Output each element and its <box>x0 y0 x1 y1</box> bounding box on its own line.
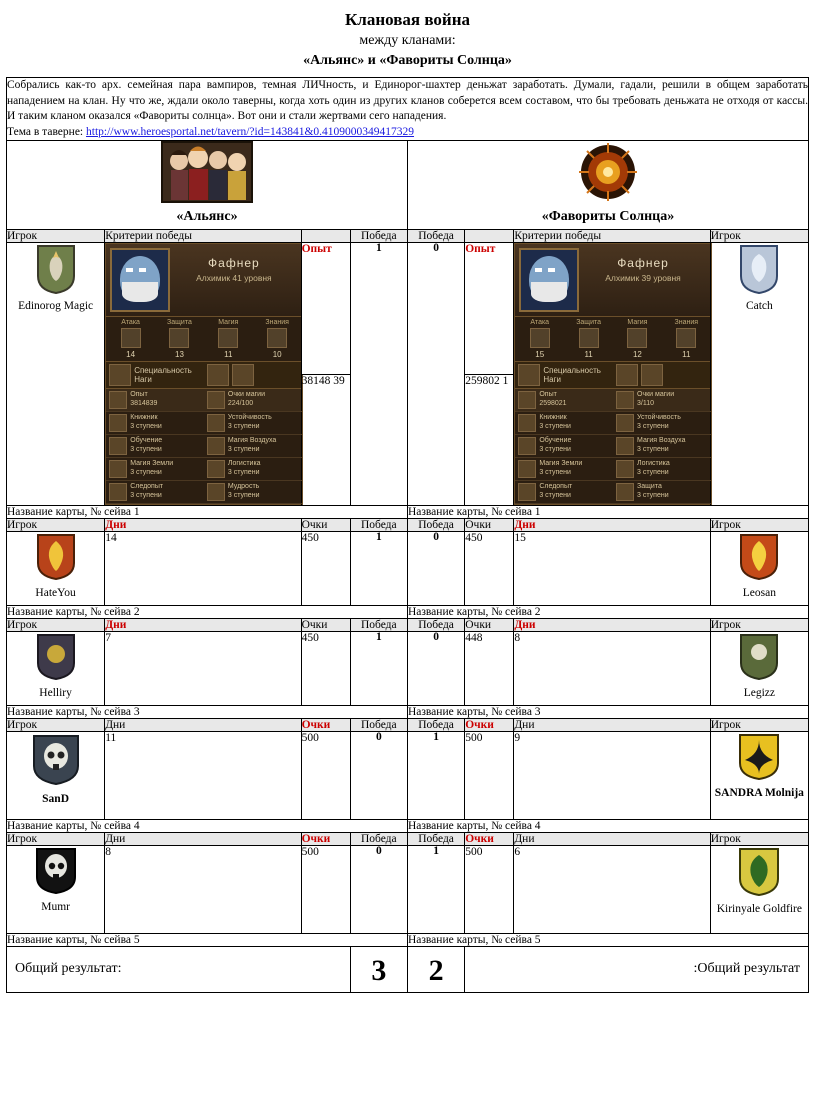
hero-portrait-left-icon <box>110 248 170 312</box>
shield-icon <box>579 328 599 348</box>
left-clan-logo-cell <box>7 141 408 230</box>
skill-level: 3 ступени <box>130 423 162 431</box>
skill-name: Логистика <box>637 460 670 468</box>
stat-value: 11 <box>584 350 593 360</box>
specialty-value: Наги <box>134 375 152 385</box>
left-map-1: Название карты, № сейва 1 <box>7 506 408 519</box>
mana-label: Очки магии <box>227 391 265 399</box>
skill-icon <box>518 483 536 501</box>
hero-card-left <box>105 243 302 505</box>
col-days-left-2: Дни <box>105 519 301 532</box>
hero-name-right: Фафнер <box>617 256 669 271</box>
left-points-2: 450 <box>301 532 350 606</box>
hero-class-left: Алхимик 41 уровня <box>196 273 272 284</box>
col-days-left-3: Дни <box>105 619 301 632</box>
left-days-3: 7 <box>105 632 301 706</box>
mana-value: 3/110 <box>637 400 655 408</box>
page-subtitle-clans: «Альянс» и «Фавориты Солнца» <box>303 53 512 68</box>
left-player-name-2: HateYou <box>35 587 76 600</box>
hero-card-left-top <box>106 244 301 316</box>
left-player-name-5: Mumr <box>41 901 70 914</box>
skull-icon <box>641 364 663 386</box>
col-points-left-2: Очки <box>301 519 350 532</box>
book-icon <box>267 328 287 348</box>
col-criteria-left: Критерии победы <box>105 230 301 243</box>
specialty-label: Специальность <box>543 366 601 376</box>
dark-shield-icon <box>34 632 78 682</box>
exp-value: 2598021 <box>539 400 567 408</box>
stat-value: 11 <box>224 350 233 360</box>
skill-level: 3 ступени <box>637 446 669 454</box>
total-label-left: Общий результат: <box>7 947 351 993</box>
match4-header-row <box>7 719 809 732</box>
stat-label: Защита <box>576 319 601 327</box>
hero-stat-attack-left <box>106 317 155 361</box>
col-player-right: Игрок <box>710 519 808 532</box>
page-subtitle: между кланами: <box>359 33 456 48</box>
skill-level: 3 ступени <box>637 469 669 477</box>
stat-label: Знания <box>674 319 699 327</box>
wand-icon <box>627 328 647 348</box>
tavern-thread-link[interactable]: http://www.heroesportal.net/tavern/?id=143841&0.4109000349417329 <box>86 125 415 138</box>
left-win-score-4: 0 <box>350 732 407 820</box>
total-label-right: :Общий результат <box>465 947 809 993</box>
right-map-1: Название карты, № сейва 1 <box>407 506 808 519</box>
col-spacer-left <box>301 230 350 243</box>
skill-name: Мудрость <box>227 483 260 491</box>
skill-level: 3 ступени <box>637 423 669 431</box>
vampire-couple-photo-icon <box>161 141 253 203</box>
stat-label: Атака <box>530 319 550 327</box>
stat-label: Атака <box>121 319 140 327</box>
col-win-left: Победа <box>350 719 407 732</box>
left-player-cell-2 <box>7 532 105 606</box>
left-player-cell-5 <box>7 846 105 934</box>
skill-icon <box>109 483 127 501</box>
hero-name-left: Фафнер <box>208 256 260 271</box>
match2-header-row <box>7 519 809 532</box>
col-points-left-3: Очки <box>301 619 350 632</box>
col-win-right: Победа <box>407 230 464 243</box>
skill-icon <box>109 414 127 432</box>
hero-stats-right <box>515 316 710 362</box>
hero-stat-attack-right <box>515 317 564 361</box>
right-player-name-4: SANDRA Molnija <box>714 787 804 800</box>
hero-skills-right <box>515 412 710 504</box>
col-points-right-2: Очки <box>465 519 514 532</box>
skill-level: 3 ступени <box>130 446 162 454</box>
right-clan-logo-cell <box>407 141 808 230</box>
hero-skills-left <box>106 412 301 504</box>
col-player-left: Игрок <box>7 833 105 846</box>
col-win-left: Победа <box>350 230 407 243</box>
hero-stat-defense-left <box>155 317 204 361</box>
skill-name: Следопыт <box>539 483 573 491</box>
skill-name: Логистика <box>227 460 261 468</box>
left-map-4: Название карты, № сейва 4 <box>7 820 408 833</box>
right-days-4: 9 <box>514 732 710 820</box>
right-win-score-1: 0 <box>407 243 464 506</box>
exp-value: 3814839 <box>130 400 158 408</box>
green-shield-icon <box>737 632 781 682</box>
thread-label: Тема в таверне: <box>7 125 84 138</box>
col-player-right: Игрок <box>710 619 808 632</box>
skull-icon <box>232 364 254 386</box>
experience-icon <box>109 391 127 409</box>
right-player-cell-2 <box>710 532 808 606</box>
stat-value: 14 <box>126 350 136 360</box>
hero-card-right-top <box>515 244 710 316</box>
specialty-value: Наги <box>543 375 561 385</box>
experience-icon <box>518 391 536 409</box>
left-experience-value-1: 38148 39 <box>301 374 350 506</box>
right-days-2: 15 <box>514 532 710 606</box>
scales-icon <box>207 364 229 386</box>
right-win-score-3: 0 <box>407 632 464 706</box>
col-player-right: Игрок <box>710 833 808 846</box>
right-player-name-5: Kirinyale Goldfire <box>716 903 802 916</box>
left-player-name-3: Helliry <box>39 687 72 700</box>
book-icon <box>676 328 696 348</box>
hero-stat-magic-left <box>204 317 253 361</box>
right-map-4: Название карты, № сейва 4 <box>407 820 808 833</box>
right-points-2: 450 <box>465 532 514 606</box>
intro-row <box>7 78 809 141</box>
left-player-name-4: SanD <box>42 793 70 806</box>
skill-icon <box>109 437 127 455</box>
right-points-5: 500 <box>465 846 514 934</box>
green-dragon-shield-icon <box>735 846 783 898</box>
right-player-cell-4 <box>710 732 808 820</box>
skill-icon <box>518 460 536 478</box>
hero-card-right <box>514 243 711 505</box>
col-days-left-4: Дни <box>105 719 301 732</box>
hero-stat-knowledge-right <box>662 317 711 361</box>
mana-label: Очки магии <box>637 391 675 399</box>
skill-icon <box>207 437 225 455</box>
skill-icon <box>109 460 127 478</box>
col-player-right: Игрок <box>710 719 808 732</box>
skill-icon <box>616 483 634 501</box>
skill-icon <box>207 414 225 432</box>
skill-level: 3 ступени <box>227 469 260 477</box>
specialty-icon <box>518 364 540 386</box>
col-days-right-3: Дни <box>514 619 710 632</box>
col-points-right-3: Очки <box>465 619 514 632</box>
skill-name: Обучение <box>130 437 163 445</box>
skill-level: 3 ступени <box>227 423 260 431</box>
skill-level: 3 ступени <box>539 469 571 477</box>
right-player-cell-5 <box>710 846 808 934</box>
stat-value: 13 <box>175 350 184 360</box>
right-map-3: Название карты, № сейва 3 <box>407 706 808 719</box>
right-points-4: 500 <box>465 732 514 820</box>
left-win-score-3: 1 <box>350 632 407 706</box>
left-player-name-1: Edinorog Magic <box>18 300 94 313</box>
skill-icon <box>616 437 634 455</box>
left-clan-name: «Альянс» <box>176 209 238 225</box>
skill-level: 3 ступени <box>227 446 260 454</box>
col-player-left: Игрок <box>7 519 105 532</box>
left-map-3: Название карты, № сейва 3 <box>7 706 408 719</box>
intro-text: Собрались как-то арх. семейная пара вампиров, темная ЛИЧность, и Единорог-шахтер деньжат заработать. Думали, гадали, решили в общем заработать нападением на клан. Ну что же, ждали около таверны, когда хоть один из других кланов соберется всем составом, что бы требовать деньжата не отходя от кассы. И таким кланом оказался «Фавориты солнца». Вот они и стали жертвами сего нападения. <box>7 79 808 123</box>
clan-logo-row <box>7 141 809 230</box>
left-hero-card-cell-1 <box>105 243 301 506</box>
skill-name: Обучение <box>539 437 572 445</box>
right-player-cell-1 <box>710 243 808 506</box>
skull-shield-icon <box>28 732 84 788</box>
match4-map-row <box>7 820 809 833</box>
col-days-right-4: Дни <box>514 719 710 732</box>
exp-label: Опыт <box>539 391 557 399</box>
left-days-5: 8 <box>105 846 301 934</box>
col-points-left-4: Очки <box>301 719 350 732</box>
stat-label: Защита <box>167 319 192 327</box>
left-points-4: 500 <box>301 732 350 820</box>
page-title: Клановая война <box>344 10 471 29</box>
hero-stat-defense-right <box>564 317 613 361</box>
blue-shield-icon <box>737 243 781 295</box>
right-player-name-3: Legizz <box>743 687 775 700</box>
match5-values-row <box>7 846 809 934</box>
right-hero-card-cell-1 <box>514 243 710 506</box>
skill-name: Магия Воздуха <box>637 437 686 445</box>
skill-level: 3 ступени <box>227 492 260 500</box>
col-win-left: Победа <box>350 519 407 532</box>
skill-name: Следопыт <box>130 483 164 491</box>
match1-map-row <box>7 506 809 519</box>
skill-icon <box>616 460 634 478</box>
skill-level: 3 ступени <box>539 423 571 431</box>
skill-name: Магия Земли <box>539 460 583 468</box>
hero-specialty-right <box>515 362 710 389</box>
stat-value: 10 <box>272 350 282 360</box>
col-points-right-4: Очки <box>465 719 514 732</box>
skill-level: 3 ступени <box>539 492 571 500</box>
skill-icon <box>207 460 225 478</box>
skill-level: 3 ступени <box>637 492 669 500</box>
skill-name: Магия Воздуха <box>227 437 277 445</box>
right-points-3: 448 <box>465 632 514 706</box>
col-spacer-right <box>465 230 514 243</box>
match1-metric-row <box>7 243 809 375</box>
hero-specialty-left <box>106 362 301 389</box>
col-player-left: Игрок <box>7 619 105 632</box>
match3-values-row <box>7 632 809 706</box>
hero-card-right-title <box>579 248 706 312</box>
intro-cell <box>7 78 809 141</box>
col-win-right: Победа <box>407 519 464 532</box>
col-win-right: Победа <box>407 619 464 632</box>
skill-name: Книжник <box>539 414 567 422</box>
right-player-name-1: Catch <box>745 300 773 313</box>
left-player-cell-4 <box>7 732 105 820</box>
wand-icon <box>218 328 238 348</box>
hero-stat-magic-right <box>613 317 662 361</box>
col-win-left: Победа <box>350 619 407 632</box>
stat-value: 15 <box>535 350 545 360</box>
hero-card-left-title <box>170 248 297 312</box>
right-map-2: Название карты, № сейва 2 <box>407 606 808 619</box>
stat-value: 11 <box>682 350 691 360</box>
col-player-right: Игрок <box>710 230 808 243</box>
skill-name: Устойчивость <box>227 414 272 422</box>
col-criteria-right: Критерии победы <box>514 230 710 243</box>
col-win-left: Победа <box>350 833 407 846</box>
total-row <box>7 947 809 993</box>
match1-header-row <box>7 230 809 243</box>
sun-emblem-logo-icon <box>553 141 663 203</box>
mana-value: 224/100 <box>227 400 254 408</box>
right-player-name-2: Leosan <box>742 587 776 600</box>
stat-value: 12 <box>632 350 642 360</box>
right-map-5: Название карты, № сейва 5 <box>407 934 808 947</box>
war-report-table <box>6 77 809 993</box>
skill-icon <box>207 483 225 501</box>
sword-icon <box>530 328 550 348</box>
right-win-score-5: 1 <box>407 846 464 934</box>
unicorn-shield-icon <box>34 243 78 295</box>
mana-icon <box>616 391 634 409</box>
left-points-5: 500 <box>301 846 350 934</box>
right-days-5: 6 <box>514 846 710 934</box>
match5-header-row <box>7 833 809 846</box>
col-points-left-5: Очки <box>301 833 350 846</box>
col-win-right: Победа <box>407 833 464 846</box>
yellow-shield-icon <box>735 732 783 782</box>
hero-stats-left <box>106 316 301 362</box>
match2-values-row <box>7 532 809 606</box>
left-win-score-5: 0 <box>350 846 407 934</box>
skill-level: 3 ступени <box>130 469 162 477</box>
hero-exp-mana-right <box>515 389 710 412</box>
specialty-icon <box>109 364 131 386</box>
right-win-score-2: 0 <box>407 532 464 606</box>
stat-label: Магия <box>218 319 239 327</box>
skill-name: Магия Земли <box>130 460 174 468</box>
match3-map-row <box>7 706 809 719</box>
stat-label: Знания <box>265 319 289 327</box>
col-days-right-5: Дни <box>514 833 710 846</box>
left-map-2: Название карты, № сейва 2 <box>7 606 408 619</box>
hero-class-right: Алхимик 39 уровня <box>605 273 681 284</box>
skill-name: Книжник <box>130 414 158 422</box>
metric-label-right-1: Опыт <box>465 243 514 375</box>
scales-icon <box>616 364 638 386</box>
left-win-score-2: 1 <box>350 532 407 606</box>
skill-icon <box>616 414 634 432</box>
sword-icon <box>121 328 141 348</box>
col-points-right-5: Очки <box>465 833 514 846</box>
hero-stat-knowledge-left <box>253 317 302 361</box>
hero-exp-mana-left <box>106 389 301 412</box>
right-days-3: 8 <box>514 632 710 706</box>
phoenix-shield-icon <box>34 532 78 582</box>
specialty-label: Специальность <box>134 366 192 376</box>
left-player-cell-3 <box>7 632 105 706</box>
right-player-cell-3 <box>710 632 808 706</box>
col-player-left: Игрок <box>7 719 105 732</box>
skill-icon <box>518 437 536 455</box>
left-days-2: 14 <box>105 532 301 606</box>
left-player-cell-1 <box>7 243 105 506</box>
left-days-4: 11 <box>105 732 301 820</box>
phoenix-shield-icon <box>737 532 781 582</box>
match4-values-row <box>7 732 809 820</box>
match5-map-row <box>7 934 809 947</box>
black-skull-icon <box>32 846 80 896</box>
left-points-3: 450 <box>301 632 350 706</box>
shield-icon <box>169 328 189 348</box>
right-win-score-4: 1 <box>407 732 464 820</box>
right-experience-value-1: 259802 1 <box>465 374 514 506</box>
match3-header-row <box>7 619 809 632</box>
col-player-left: Игрок <box>7 230 105 243</box>
col-days-left-5: Дни <box>105 833 301 846</box>
left-map-5: Название карты, № сейва 5 <box>7 934 408 947</box>
left-win-score-1: 1 <box>350 243 407 506</box>
skill-name: Защита <box>637 483 662 491</box>
col-win-right: Победа <box>407 719 464 732</box>
hero-portrait-right-icon <box>519 248 579 312</box>
col-days-right-2: Дни <box>514 519 710 532</box>
skill-level: 3 ступени <box>539 446 571 454</box>
exp-label: Опыт <box>130 391 148 399</box>
skill-icon <box>518 414 536 432</box>
metric-label-left-1: Опыт <box>301 243 350 375</box>
right-clan-name: «Фавориты Солнца» <box>541 209 675 225</box>
total-score-right: 2 <box>407 947 464 993</box>
skill-level: 3 ступени <box>130 492 162 500</box>
total-score-left: 3 <box>350 947 407 993</box>
skill-name: Устойчивость <box>637 414 681 422</box>
stat-label: Магия <box>627 319 648 327</box>
match2-map-row <box>7 606 809 619</box>
mana-icon <box>207 391 225 409</box>
